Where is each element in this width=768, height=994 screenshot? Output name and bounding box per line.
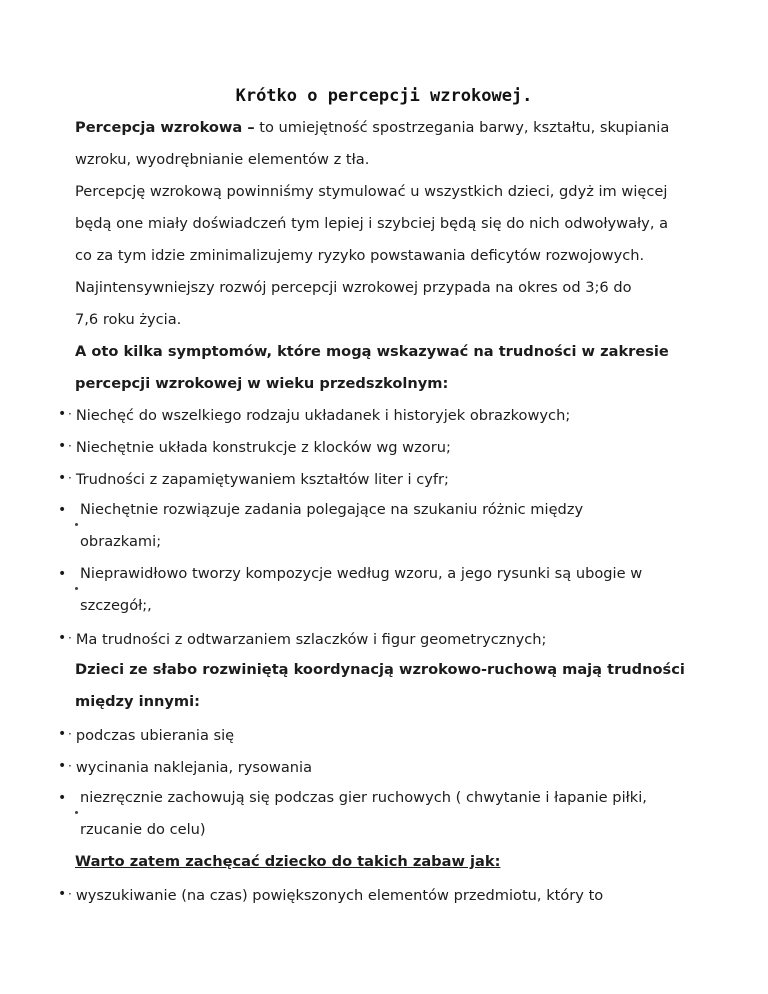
paragraph-2-line-2: 7,6 roku życia. xyxy=(75,311,182,328)
paragraph-1-line-3: co za tym idzie zminimalizujemy ryzyko powstawania deficytów rozwojowych. xyxy=(75,247,645,264)
mid-dot-icon: · xyxy=(68,727,72,741)
small-dot-icon xyxy=(75,587,78,590)
bullet-icon: • xyxy=(58,758,67,774)
mid-dot-icon: · xyxy=(68,887,72,901)
symptom-item-5-line-2: szczegół;, xyxy=(80,597,152,614)
mid-dot-icon: · xyxy=(68,759,72,773)
bullet-icon: • xyxy=(58,566,67,582)
bullet-icon: • xyxy=(58,630,67,646)
games-item-1-text: wyszukiwanie (na czas) powiększonych elementów przedmiotu, który to xyxy=(75,887,604,904)
mid-dot-icon: · xyxy=(68,407,72,421)
paragraph-1-line-1: Percepcję wzrokową powinniśmy stymulować u wszystkich dzieci, gdyż im więcej xyxy=(75,183,668,200)
mid-dot-icon: · xyxy=(68,631,72,645)
intro-line-1 xyxy=(75,118,669,138)
symptom-item-3-text: Trudności z zapamiętywaniem kształtów liter i cyfr; xyxy=(75,471,449,488)
bullet-icon: • xyxy=(58,406,67,422)
definition-text-2: wzroku, wyodrębnianie elementów z tła. xyxy=(75,151,370,168)
symptom-item-6 xyxy=(68,628,546,650)
symptom-item-2-text: Niechętnie układa konstrukcje z klocków wg wzoru; xyxy=(75,439,451,456)
coordination-item-1 xyxy=(68,724,234,746)
small-dot-icon xyxy=(75,811,78,814)
coordination-heading-line-2: między innymi: xyxy=(75,693,200,710)
coordination-item-3-line-1: niezręcznie zachowują się podczas gier ruchowych ( chwytanie i łapanie piłki, xyxy=(80,789,647,806)
symptom-item-2 xyxy=(68,436,451,458)
page-title: Krótko o percepcji wzrokowej. xyxy=(235,86,533,106)
symptoms-heading-line-1: A oto kilka symptomów, które mogą wskazywać na trudności w zakresie xyxy=(75,343,669,360)
bullet-icon: • xyxy=(58,790,67,806)
symptom-item-3 xyxy=(68,468,449,490)
definition-text-1: to umiejętność spostrzegania barwy, kształtu, skupiania xyxy=(254,119,670,136)
coordination-item-2 xyxy=(68,756,312,778)
term-percepcja: Percepcja wzrokowa – xyxy=(75,119,255,136)
bullet-icon: • xyxy=(58,502,67,518)
bullet-icon: • xyxy=(58,470,67,486)
bullet-icon: • xyxy=(58,438,67,454)
symptom-item-4-line-1: Niechętnie rozwiązuje zadania polegające na szukaniu różnic między xyxy=(80,501,584,518)
small-dot-icon xyxy=(75,523,78,526)
coordination-item-2-text: wycinania naklejania, rysowania xyxy=(75,759,313,776)
paragraph-1-line-2: będą one miały doświadczeń tym lepiej i szybciej będą się do nich odwoływały, a xyxy=(75,215,669,232)
symptoms-heading-line-2: percepcji wzrokowej w wieku przedszkolnym: xyxy=(75,375,449,392)
symptom-item-5-line-1: Nieprawidłowo tworzy kompozycje według wzoru, a jego rysunki są ubogie w xyxy=(80,565,643,582)
bullet-icon: • xyxy=(58,886,67,902)
games-item-1 xyxy=(68,884,603,906)
mid-dot-icon: · xyxy=(68,439,72,453)
mid-dot-icon: · xyxy=(68,471,72,485)
coordination-heading-line-1: Dzieci ze słabo rozwiniętą koordynacją wzrokowo-ruchową mają trudności xyxy=(75,661,685,678)
symptom-item-4-line-2: obrazkami; xyxy=(80,533,162,550)
symptom-item-1 xyxy=(68,404,570,426)
coordination-item-3-line-2: rzucanie do celu) xyxy=(80,821,206,838)
paragraph-2-line-1: Najintensywniejszy rozwój percepcji wzrokowej przypada na okres od 3;6 do xyxy=(75,279,632,296)
symptom-item-1-text: Niechęć do wszelkiego rodzaju układanek i historyjek obrazkowych; xyxy=(75,407,571,424)
bullet-icon: • xyxy=(58,726,67,742)
games-heading: Warto zatem zachęcać dziecko do takich zabaw jak: xyxy=(75,853,501,870)
coordination-item-1-text: podczas ubierania się xyxy=(75,727,235,744)
symptom-item-6-text: Ma trudności z odtwarzaniem szlaczków i figur geometrycznych; xyxy=(75,631,547,648)
